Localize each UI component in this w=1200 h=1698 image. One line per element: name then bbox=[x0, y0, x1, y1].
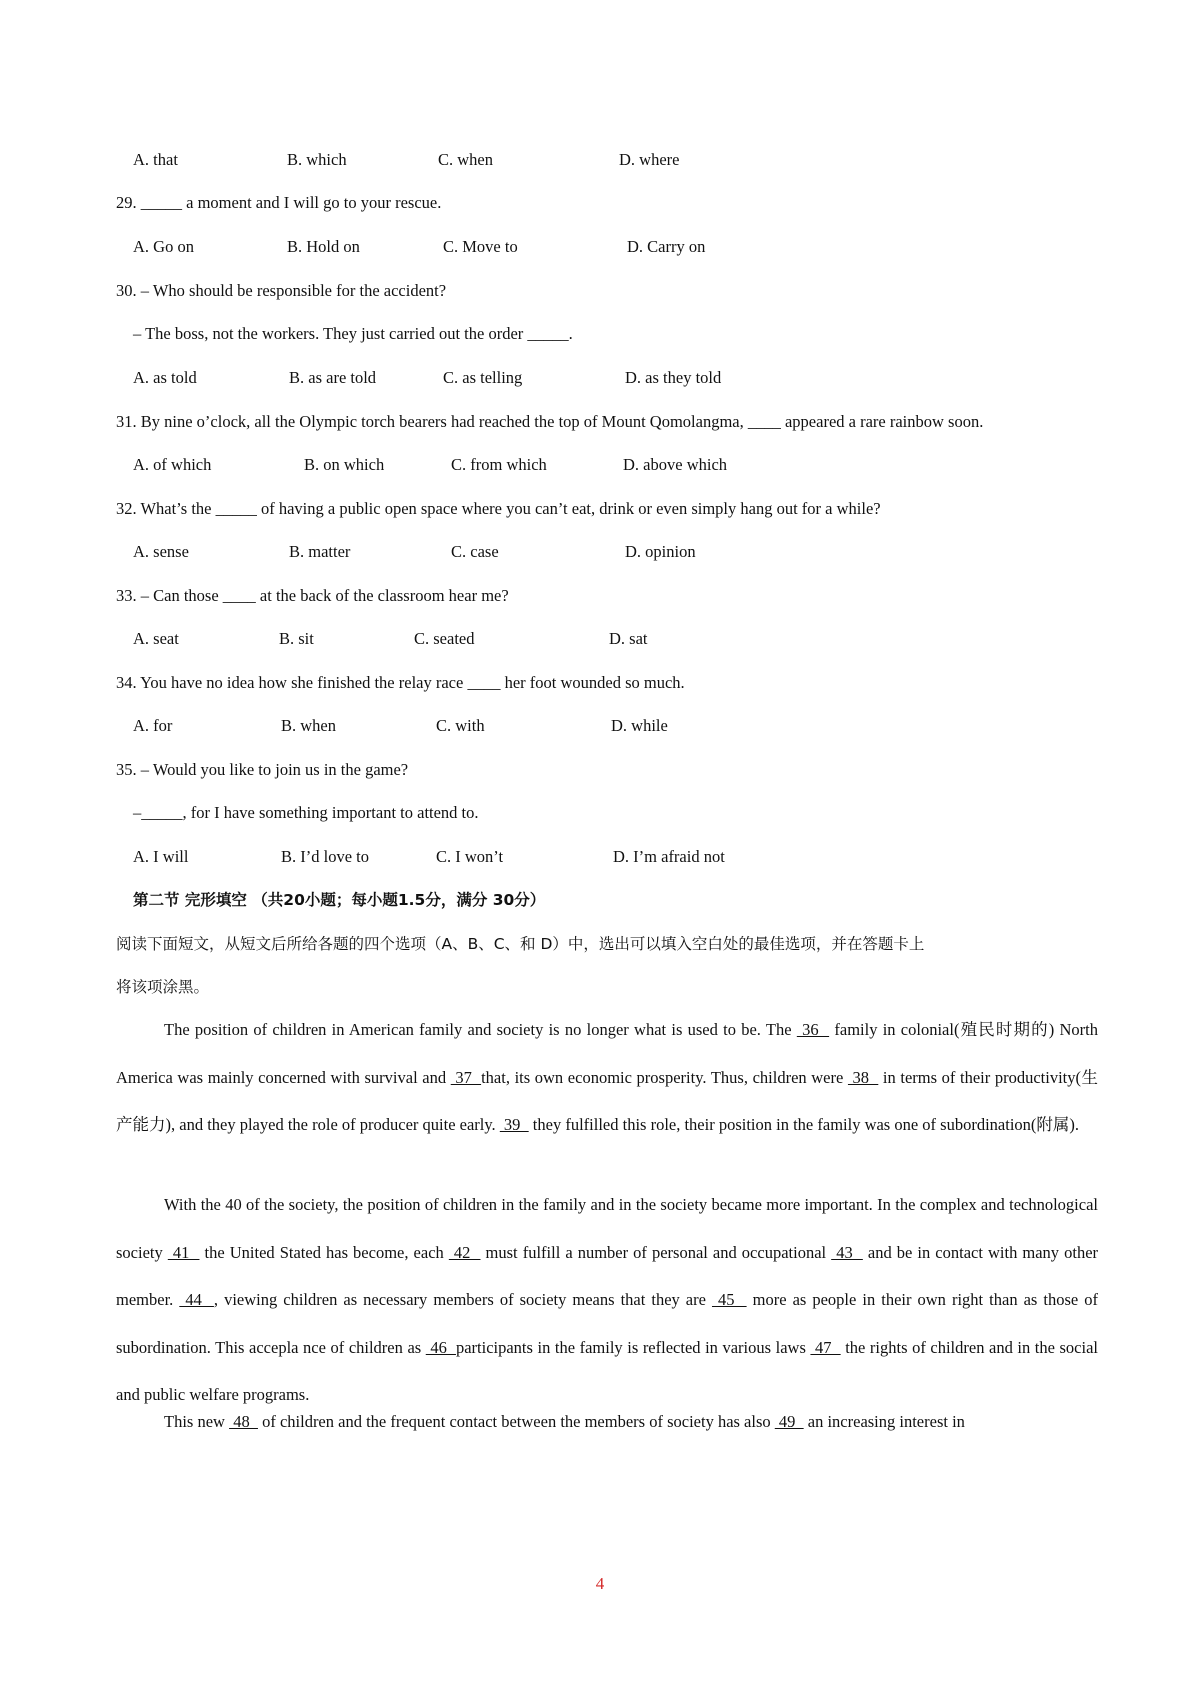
p1-text-2: family in colonial(殖民时期的) North America was mainly concerned with survival and bbox=[116, 1020, 1099, 1087]
p3-text-2: of children and the frequent contact between the members of society has also bbox=[257, 1412, 775, 1431]
p3-text-3: an increasing interest in bbox=[803, 1412, 965, 1431]
q31-option-a: A. of which bbox=[133, 455, 212, 474]
passage-paragraph-1 bbox=[116, 1006, 1098, 1149]
p2-text-2: the United Stated has become, each bbox=[199, 1242, 449, 1262]
p2-text-1: With the 40 of the society, the position of children in the family and in the society became more important. In the complex and technological society bbox=[116, 1195, 1098, 1262]
blank-48: 48 bbox=[229, 1412, 258, 1431]
q32-option-b: B. matter bbox=[289, 542, 351, 561]
blank-38: 38 bbox=[847, 1067, 879, 1087]
q35-option-b: B. I’d love to bbox=[281, 847, 369, 866]
q29-stem: 29. _____ a moment and I will go to your rescue. bbox=[116, 193, 442, 212]
q31-option-b: B. on which bbox=[304, 455, 385, 474]
q31-options bbox=[133, 453, 933, 477]
q28-option-d: D. where bbox=[619, 150, 680, 169]
q34-option-b: B. when bbox=[281, 716, 336, 735]
q34-option-d: D. while bbox=[611, 716, 668, 735]
q31-option-c: C. from which bbox=[451, 455, 547, 474]
q30-option-c: C. as telling bbox=[443, 368, 523, 387]
q29-option-c: C. Move to bbox=[443, 237, 518, 256]
q34-option-a: A. for bbox=[133, 716, 173, 735]
q33-option-a: A. seat bbox=[133, 629, 179, 648]
q28-option-a: A. that bbox=[133, 150, 178, 169]
page-number: 4 bbox=[595, 1574, 605, 1593]
passage-paragraph-2 bbox=[116, 1181, 1098, 1419]
q33-stem: 33. – Can those ____ at the back of the classroom hear me? bbox=[116, 586, 509, 605]
q34-stem: 34. You have no idea how she finished the relay race ____ her foot wounded so much. bbox=[116, 673, 685, 692]
q31-stem: 31. By nine o’clock, all the Olympic torch bearers had reached the top of Mount Qomolangma, ____ appeared a rare rainbow soon. bbox=[116, 412, 984, 431]
blank-47: 47 bbox=[810, 1337, 841, 1357]
q28-option-c: C. when bbox=[438, 150, 493, 169]
q32-stem: 32. What’s the _____ of having a public open space where you can’t eat, drink or even simply hang out for a while? bbox=[116, 499, 881, 518]
q35-options bbox=[133, 845, 933, 869]
q29-options bbox=[133, 235, 933, 259]
p2-text-3: must fulfill a number of personal and occupational bbox=[480, 1242, 832, 1262]
p1-text-3: that, its own economic prosperity. Thus, children were bbox=[481, 1067, 848, 1087]
q32-option-d: D. opinion bbox=[625, 542, 696, 561]
q32-option-a: A. sense bbox=[133, 542, 189, 561]
q28-options bbox=[133, 148, 933, 172]
blank-36: 36 bbox=[796, 1020, 830, 1039]
passage-paragraph-3 bbox=[116, 1398, 1098, 1446]
q33-option-c: C. seated bbox=[414, 629, 475, 648]
section-instructions-line1: 阅读下面短文，从短文后所给各题的四个选项（A、B、C、和 D）中，选出可以填入空白处的最佳选项，并在答题卡上 bbox=[116, 935, 925, 953]
blank-44: 44 bbox=[179, 1290, 214, 1309]
q35-option-c: C. I won’t bbox=[436, 847, 504, 866]
q30-option-b: B. as are told bbox=[289, 368, 377, 387]
q32-option-c: C. case bbox=[451, 542, 499, 561]
q34-options bbox=[133, 714, 933, 738]
blank-45: 45 bbox=[711, 1290, 747, 1309]
section-title: 第二节 完形填空 （共20小题；每小题1.5分，满分 30分） bbox=[133, 891, 546, 909]
q32-options bbox=[133, 540, 933, 564]
q35-option-a: A. I will bbox=[133, 847, 189, 866]
q34-option-c: C. with bbox=[436, 716, 485, 735]
blank-43: 43 bbox=[831, 1242, 863, 1262]
q29-option-a: A. Go on bbox=[133, 237, 194, 256]
p1-text-4: in terms of their productivity(生产能力), and they played the role of producer quite early. bbox=[116, 1067, 1099, 1134]
p3-text-1: This new bbox=[164, 1412, 230, 1431]
blank-41: 41 bbox=[167, 1242, 200, 1262]
p2-text-4: and be in contact with many other member. bbox=[116, 1242, 1099, 1309]
q30-option-a: A. as told bbox=[133, 368, 197, 387]
q33-options bbox=[133, 627, 933, 651]
section-instructions-line2: 将该项涂黑。 bbox=[116, 978, 210, 996]
blank-37: 37 bbox=[450, 1067, 482, 1087]
p2-text-7: participants in the family is reflected in various laws bbox=[455, 1337, 811, 1357]
q28-option-b: B. which bbox=[287, 150, 347, 169]
blank-46: 46 bbox=[425, 1337, 456, 1357]
q30-answer-line: – The boss, not the workers. They just carried out the order _____. bbox=[133, 324, 573, 343]
p1-text-5: they fulfilled this role, their position in the family was one of subordination(附属). bbox=[528, 1115, 1080, 1134]
q30-option-d: D. as they told bbox=[625, 368, 722, 387]
q30-stem: 30. – Who should be responsible for the accident? bbox=[116, 281, 447, 300]
q35-answer-line: –_____, for I have something important to attend to. bbox=[133, 803, 479, 822]
p2-text-6: more as people in their own right than as those of subordination. This accepla nce of children as bbox=[116, 1290, 1098, 1357]
blank-42: 42 bbox=[448, 1242, 481, 1262]
p2-text-5: , viewing children as necessary members of society means that they are bbox=[213, 1290, 712, 1309]
p2-text-8: the rights of children and in the social and public welfare programs. bbox=[116, 1337, 1099, 1404]
q33-option-b: B. sit bbox=[279, 629, 314, 648]
q30-options bbox=[133, 366, 933, 390]
blank-49: 49 bbox=[774, 1412, 804, 1431]
q29-option-d: D. Carry on bbox=[627, 237, 706, 256]
q33-option-d: D. sat bbox=[609, 629, 648, 648]
q35-option-d: D. I’m afraid not bbox=[613, 847, 725, 866]
q31-option-d: D. above which bbox=[623, 455, 728, 474]
q35-stem: 35. – Would you like to join us in the game? bbox=[116, 760, 409, 779]
p1-text-1: The position of children in American family and society is no longer what is used to be. The bbox=[164, 1020, 797, 1039]
q29-option-b: B. Hold on bbox=[287, 237, 360, 256]
blank-39: 39 bbox=[499, 1115, 529, 1134]
